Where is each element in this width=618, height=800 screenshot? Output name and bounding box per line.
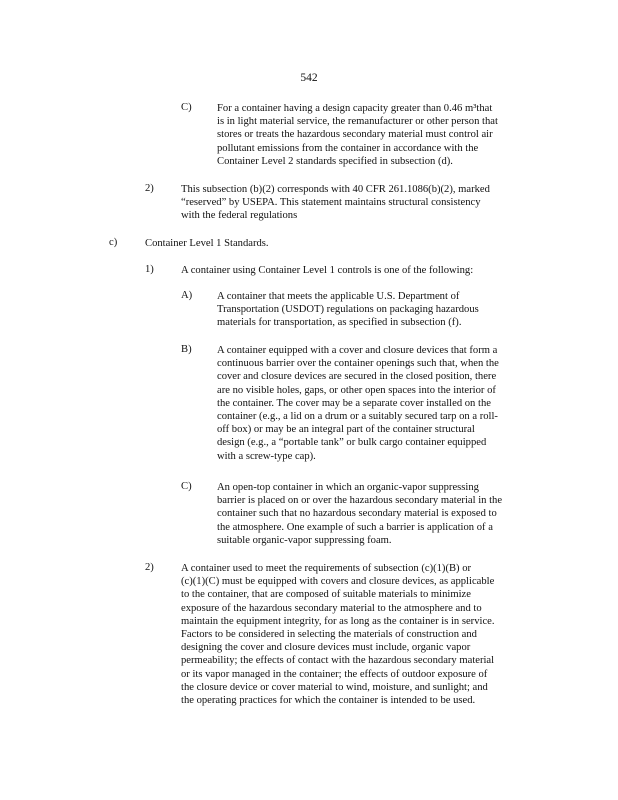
paragraph-label: C) (181, 481, 192, 492)
text-line: with the federal regulations (181, 210, 298, 222)
text-line: A container that meets the applicable U.S. Department of (217, 291, 460, 302)
text-line: permeability; the effects of contact with the hazardous secondary material (181, 655, 495, 667)
text-line: exposure of the hazardous secondary material to the atmosphere and to (181, 602, 482, 614)
paragraph-label: C) (181, 102, 192, 113)
text-line: container (e.g., a lid on a drum or a suitably secured tarp on a roll- (217, 411, 498, 423)
text-line: maintain the equipment integrity, for as long as the container is in service. (181, 615, 495, 627)
text-line: pollutant emissions from the container in accordance with the (217, 142, 479, 154)
text-line: cover and closure devices are secured in the closed position, there (217, 371, 497, 383)
text-line: with a screw-type cap). (217, 450, 316, 462)
paragraph-label: c) (109, 237, 118, 248)
text-line: suitable organic-vapor suppressing foam. (217, 534, 392, 546)
paragraph-text (181, 183, 521, 223)
paragraph-label: A) (181, 290, 193, 301)
text-line: (c)(1)(C) must be equipped with covers and closure devices, as applicable (181, 576, 495, 588)
text-line: A container equipped with a cover and closure devices that form a (217, 345, 498, 356)
text-line: An open-top container in which an organic-vapor suppressing (217, 482, 479, 493)
text-line: off box) or may be an integral part of the container structural (217, 424, 475, 436)
paragraph-text (217, 344, 537, 463)
text-line: the container. The cover may be a separate cover installed on the (217, 397, 491, 409)
text-line: or its vapor managed in the container; the effects of outdoor exposure of (181, 668, 488, 680)
text-line: continuous barrier over the container openings such that, when the (217, 358, 499, 370)
paragraph-text (217, 102, 529, 168)
paragraph-label: 2) (145, 562, 154, 573)
text-line: the operating practices for which the container is intended to be used. (181, 695, 476, 707)
text-line: stores or treats the hazardous secondary material must control air (217, 129, 493, 141)
paragraph-label: B) (181, 344, 192, 355)
page-number: 542 (300, 72, 318, 84)
paragraph-text (217, 290, 521, 330)
paragraph-text: A container using Container Level 1 controls is one of the following: (181, 265, 474, 276)
paragraph-label: 1) (145, 264, 154, 275)
paragraph-label: 2) (145, 183, 154, 194)
text-line: “reserved” by USEPA. This statement maintains structural consistency (181, 197, 481, 209)
text-line: designing the cover and closure devices must include, organic vapor (181, 642, 471, 654)
section-heading-text: Container Level 1 Standards. (145, 238, 269, 249)
text-line: the closure device or cover material to wind, moisture, and sunlight; and (181, 681, 488, 693)
text-line: to the container, that are composed of suitable materials to minimize (181, 589, 471, 601)
text-line: Factors to be considered in selecting the materials of construction and (181, 629, 477, 641)
text-line: For a container having a design capacity greater than 0.46 m³that (217, 103, 493, 114)
text-line: are no visible holes, gaps, or other open spaces into the interior of (217, 384, 496, 396)
text-line: Container Level 2 standards specified in subsection (d). (217, 155, 453, 167)
text-line: is in light material service, the remanufacturer or other person that (217, 116, 498, 128)
text-line: A container used to meet the requirements of subsection (c)(1)(B) or (181, 563, 472, 574)
text-line: the atmosphere. One example of such a barrier is application of a (217, 521, 493, 533)
text-line: container such that no hazardous secondary material is exposed to (217, 508, 497, 520)
text-line: materials for transportation, as specified in subsection (f). (217, 317, 462, 329)
text-line: Transportation (USDOT) regulations on packaging hazardous (217, 304, 479, 316)
paragraph-text (217, 481, 539, 547)
text-line: design (e.g., a “portable tank” or bulk cargo container equipped (217, 437, 487, 449)
paragraph-text (181, 562, 537, 707)
text-line: barrier is placed on or over the hazardous secondary material in the (217, 495, 503, 507)
text-line: This subsection (b)(2) corresponds with 40 CFR 261.1086(b)(2), marked (181, 184, 490, 195)
